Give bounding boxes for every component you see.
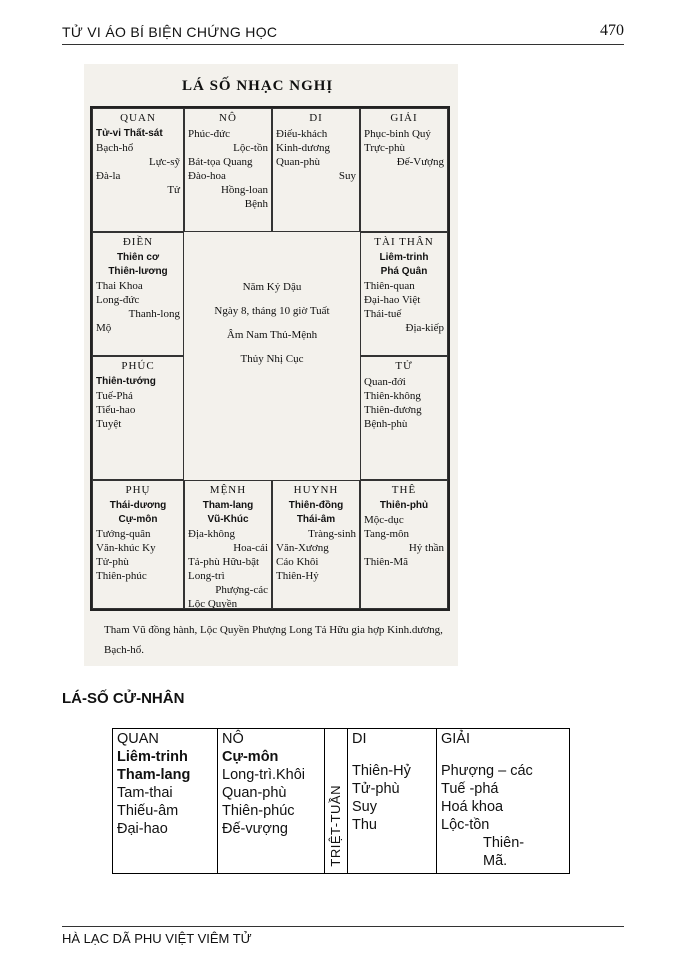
scan-title: LÁ SỐ NHẠC NGHỊ bbox=[182, 78, 334, 94]
cell-dien: ĐIỀN Thiên cơ Thiên-lương Thai Khoa Long-đức Thanh-long Mộ bbox=[92, 232, 184, 356]
cell-phuc: PHÚC Thiên-tướng Tuế-Phá Tiểu-hao Tuyệt bbox=[92, 356, 184, 480]
col-quan: QUAN Liêm-trinh Tham-lang Tam-thai Thiếu-âm Đại-hao bbox=[113, 729, 218, 874]
col-di: DI Thiên-Hỷ Tử-phù Suy Thu bbox=[348, 729, 437, 874]
cell-tu: TỬ Quan-đới Thiên-không Thiên-đương Bệnh-phù bbox=[360, 356, 448, 480]
cell-no: NÔ Phúc-đức Lộc-tồn Bát-tọa Quang Đào-hoa Hồng-loan Bệnh bbox=[184, 108, 272, 232]
cell-menh: MỆNH Tham-lang Vũ-Khúc Địa-không Hoa-cái Tả-phù Hữu-bật Long-trì Phượng-các Lộc Quyền bbox=[184, 480, 272, 609]
cell-quan: QUAN Tử-vi Thất-sát Bạch-hổ Lực-sỹ Đà-la Tử bbox=[92, 108, 184, 232]
cell-the: THÊ Thiên-phủ Mộc-dục Tang-môn Hỷ thần Thiên-Mã bbox=[360, 480, 448, 609]
page-number: 470 bbox=[600, 22, 624, 39]
cell-giai: GIẢI Phục-binh Quý Trực-phù Đế-Vượng bbox=[360, 108, 448, 232]
section-title: LÁ-SỐ CỬ-NHÂN bbox=[62, 690, 185, 707]
scanned-chart-image bbox=[84, 64, 458, 666]
col-no: NÔ Cự-môn Long-trì.Khôi Quan-phù Thiên-phúc Đế-vượng bbox=[218, 729, 325, 874]
col-triet-tuan: TRIỆT-TUẦN bbox=[325, 729, 348, 874]
scan-caption: Tham Vũ đồng hành, Lộc Quyền Phượng Long Tả Hữu gia hợp Kinh.dương, Bạch-hổ. bbox=[104, 624, 443, 656]
col-giai: GIẢI Phượng – các Tuế -phá Hoá khoa Lộc-tồn Thiên- Mã. bbox=[437, 729, 570, 874]
page-header bbox=[62, 22, 624, 45]
book-title: TỬ VI ÁO BÍ BIỆN CHỨNG HỌC bbox=[62, 24, 278, 40]
cell-tai-than: TÀI THÂN Liêm-trinh Phá Quân Thiên-quan Đại-hao Việt Thái-tuế Địa-kiếp bbox=[360, 232, 448, 356]
cell-huynh: HUYNH Thiên-đồng Thái-âm Tràng-sinh Văn-Xương Cáo Khôi Thiên-Hỷ bbox=[272, 480, 360, 609]
cell-phu: PHỤ Thái-dương Cự-môn Tướng-quân Văn-khúc Ky Tử-phù Thiên-phúc bbox=[92, 480, 184, 609]
horoscope-chart bbox=[90, 106, 450, 611]
chart-table bbox=[112, 728, 570, 874]
page-footer: HÀ LẠC DÃ PHU VIỆT VIÊM TỬ bbox=[62, 926, 624, 946]
chart-center: Năm Kỷ Dậu Ngày 8, tháng 10 giờ Tuất Âm Nam Thủ-Mệnh Thủy Nhị Cục bbox=[214, 281, 330, 365]
cell-di: DI Điếu-khách Kinh-dương Quan-phù Suy bbox=[272, 108, 360, 232]
